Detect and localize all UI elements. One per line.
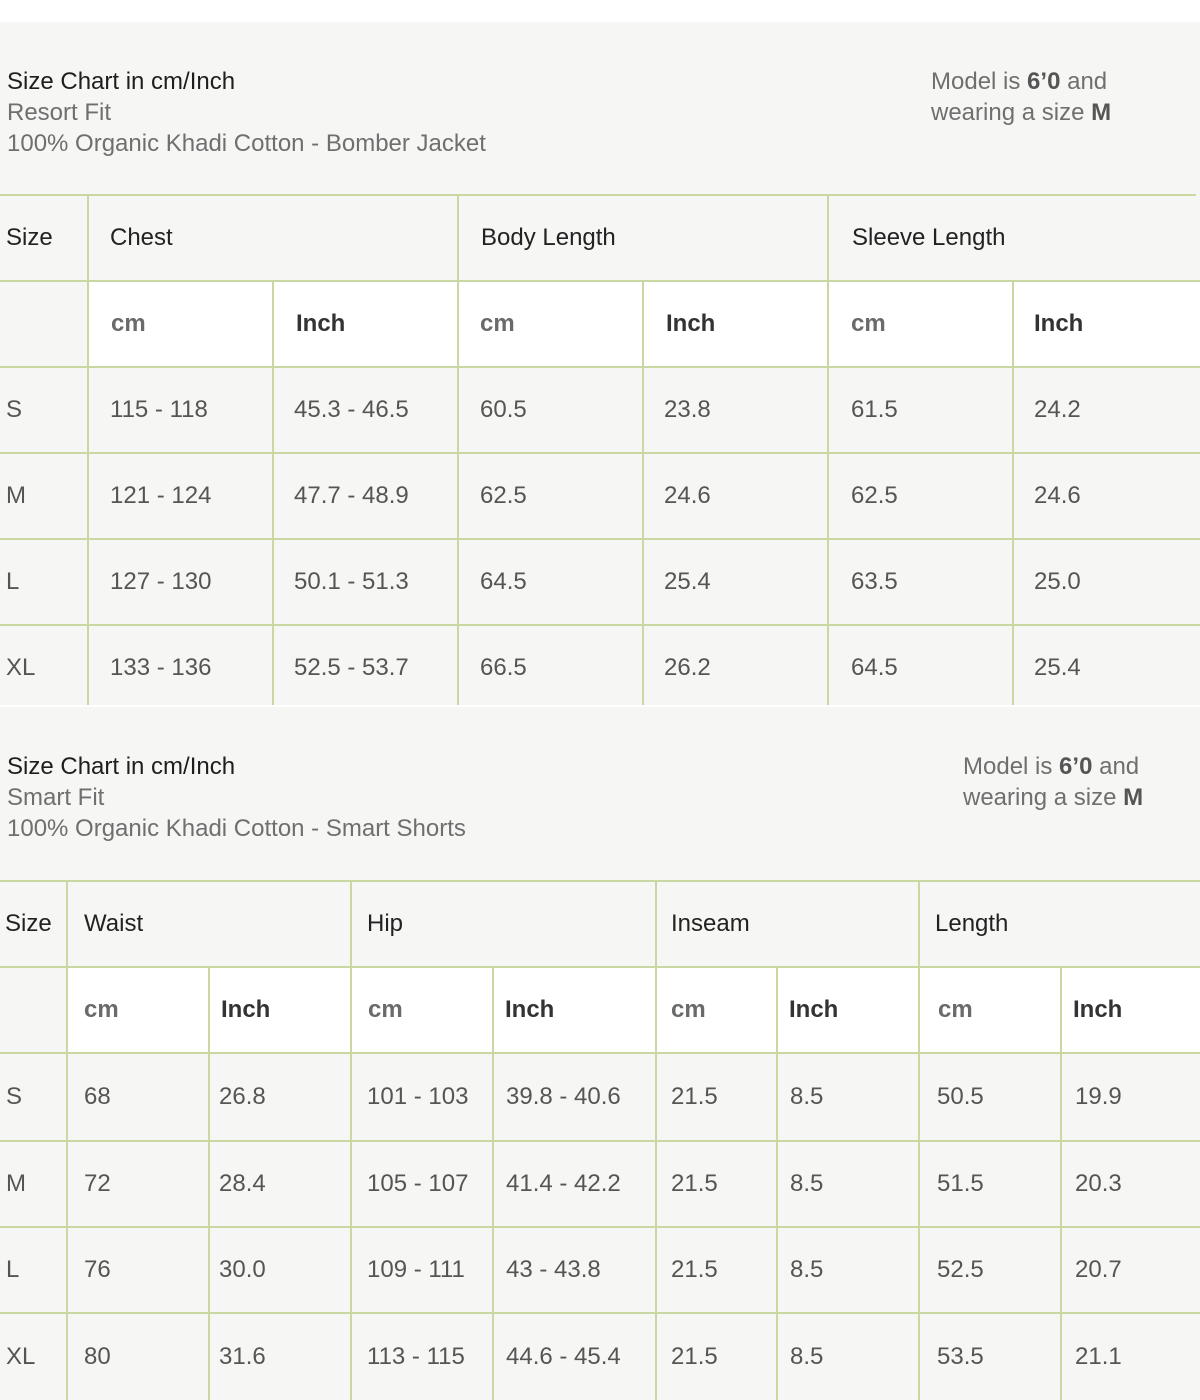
size-label: S: [6, 1083, 23, 1110]
table-cell: 72: [84, 1170, 111, 1197]
unit-label: cm: [480, 310, 515, 337]
table-cell: 52.5: [937, 1256, 984, 1283]
chart-header: [7, 66, 486, 159]
table-cell: 8.5: [790, 1083, 824, 1110]
size-label: M: [6, 1170, 26, 1197]
unit-label: Inch: [505, 996, 555, 1023]
table-cell: 20.7: [1075, 1256, 1122, 1283]
table-cell: 28.4: [219, 1170, 266, 1197]
table-cell: 25.4: [1034, 654, 1081, 681]
table-cell: 62.5: [480, 482, 527, 509]
table-cell: 8.5: [790, 1343, 824, 1370]
table-cell: 41.4 - 42.2: [506, 1170, 621, 1197]
unit-label: cm: [938, 996, 973, 1023]
model-height: 6’0: [1059, 753, 1093, 780]
table-cell: 30.0: [219, 1256, 266, 1283]
group-header-sleeve-length: Sleeve Length: [852, 224, 1006, 251]
model-note-prefix: Model is: [963, 753, 1060, 780]
table-cell: 31.6: [219, 1343, 266, 1370]
group-header-length: Length: [935, 910, 1009, 937]
group-header-inseam: Inseam: [671, 910, 750, 937]
table-divider: [457, 194, 459, 705]
size-label: M: [6, 482, 26, 509]
size-label: S: [6, 396, 23, 423]
table-cell: 20.3: [1075, 1170, 1122, 1197]
size-label: L: [6, 568, 20, 595]
chart-title: Size Chart in cm/Inch: [7, 753, 236, 780]
table-rule: [0, 1226, 1200, 1228]
unit-label: Inch: [1034, 310, 1084, 337]
table-cell: 60.5: [480, 396, 527, 423]
fit-name: Resort Fit: [7, 99, 112, 126]
table-cell: 26.8: [219, 1083, 266, 1110]
table-cell: 51.5: [937, 1170, 984, 1197]
table-divider: [208, 966, 210, 1400]
table-cell: 8.5: [790, 1170, 824, 1197]
table-cell: 113 - 115: [367, 1343, 465, 1370]
table-cell: 21.5: [671, 1256, 718, 1283]
table-cell: 52.5 - 53.7: [294, 654, 409, 681]
model-height: 6’0: [1027, 68, 1061, 95]
group-header-waist: Waist: [84, 910, 144, 937]
table-rule: [0, 1312, 1200, 1314]
table-rule: [0, 366, 1200, 368]
table-cell: 61.5: [851, 396, 898, 423]
unit-label: cm: [851, 310, 886, 337]
table-rule: [0, 624, 1200, 626]
table-rule: [0, 538, 1200, 540]
group-header-body-length: Body Length: [481, 224, 616, 251]
table-cell: 64.5: [480, 568, 527, 595]
model-note-suffix: and: [1092, 753, 1140, 780]
table-divider: [350, 880, 352, 1400]
table-cell: 64.5: [851, 654, 898, 681]
table-cell: 115 - 118: [110, 396, 208, 423]
unit-label: Inch: [666, 310, 716, 337]
table-divider: [87, 194, 89, 705]
table-cell: 21.5: [671, 1170, 718, 1197]
fit-name: Smart Fit: [7, 784, 105, 811]
table-cell: 121 - 124: [110, 482, 212, 509]
unit-label: cm: [368, 996, 403, 1023]
size-label: XL: [6, 1343, 36, 1370]
model-size: M: [1091, 99, 1112, 126]
table-cell: 26.2: [664, 654, 711, 681]
table-cell: 24.6: [664, 482, 711, 509]
table-cell: 105 - 107: [367, 1170, 469, 1197]
table-cell: 43 - 43.8: [506, 1256, 601, 1283]
unit-label: Inch: [221, 996, 271, 1023]
table-cell: 68: [84, 1083, 111, 1110]
table-cell: 63.5: [851, 568, 898, 595]
unit-label: cm: [671, 996, 706, 1023]
table-divider: [655, 880, 657, 1400]
table-divider: [66, 880, 68, 1400]
table-divider: [827, 194, 829, 705]
chart-title: Size Chart in cm/Inch: [7, 68, 236, 95]
unit-label: Inch: [789, 996, 839, 1023]
table-rule: [0, 880, 1200, 882]
table-rule: [0, 280, 1200, 282]
table-divider: [918, 880, 920, 1400]
table-rule: [0, 194, 1196, 196]
table-rule: [0, 1140, 1200, 1142]
table-cell: 21.1: [1075, 1343, 1122, 1370]
table-cell: 80: [84, 1343, 111, 1370]
product-name: 100% Organic Khadi Cotton - Bomber Jacket: [7, 130, 486, 157]
table-cell: 62.5: [851, 482, 898, 509]
table-cell: 47.7 - 48.9: [294, 482, 409, 509]
table-cell: 76: [84, 1256, 111, 1283]
table-cell: 23.8: [664, 396, 711, 423]
size-chart-smart-shorts: [0, 707, 1200, 1400]
model-note: [931, 66, 1111, 128]
table-cell: 109 - 111: [367, 1256, 465, 1283]
table-cell: 39.8 - 40.6: [506, 1083, 621, 1110]
unit-label: cm: [111, 310, 146, 337]
table-cell: 19.9: [1075, 1083, 1122, 1110]
table-divider: [1012, 280, 1014, 705]
model-size-prefix: wearing a size: [931, 99, 1092, 126]
table-cell: 50.5: [937, 1083, 984, 1110]
table-divider: [492, 966, 494, 1400]
product-name: 100% Organic Khadi Cotton - Smart Shorts: [7, 815, 466, 842]
table-cell: 44.6 - 45.4: [506, 1343, 621, 1370]
table-divider: [272, 280, 274, 705]
table-cell: 21.5: [671, 1343, 718, 1370]
size-table: [0, 194, 1200, 705]
table-cell: 21.5: [671, 1083, 718, 1110]
table-rule: [0, 1052, 1200, 1054]
model-note-suffix: and: [1060, 68, 1108, 95]
size-column-header: Size: [6, 224, 53, 251]
model-note: [963, 751, 1143, 813]
group-header-hip: Hip: [367, 910, 404, 937]
size-chart-bomber-jacket: [0, 22, 1200, 705]
table-rule: [0, 452, 1200, 454]
model-size-prefix: wearing a size: [963, 784, 1124, 811]
size-table: [0, 880, 1200, 1400]
size-column-header: Size: [5, 910, 52, 937]
table-cell: 8.5: [790, 1256, 824, 1283]
table-cell: 45.3 - 46.5: [294, 396, 409, 423]
table-cell: 50.1 - 51.3: [294, 568, 409, 595]
chart-header: [7, 751, 466, 844]
size-label: L: [6, 1256, 20, 1283]
unit-label: cm: [84, 996, 119, 1023]
table-cell: 25.0: [1034, 568, 1081, 595]
group-header-chest: Chest: [110, 224, 173, 251]
unit-label: Inch: [296, 310, 346, 337]
table-cell: 24.6: [1034, 482, 1081, 509]
unit-label: Inch: [1073, 996, 1123, 1023]
size-label: XL: [6, 654, 36, 681]
table-divider: [776, 966, 778, 1400]
model-note-prefix: Model is: [931, 68, 1028, 95]
table-cell: 133 - 136: [110, 654, 212, 681]
table-rule: [0, 966, 1200, 968]
table-cell: 25.4: [664, 568, 711, 595]
table-cell: 53.5: [937, 1343, 984, 1370]
table-cell: 101 - 103: [367, 1083, 469, 1110]
table-divider: [642, 280, 644, 705]
table-cell: 24.2: [1034, 396, 1081, 423]
table-cell: 66.5: [480, 654, 527, 681]
table-divider: [1060, 966, 1062, 1400]
table-cell: 127 - 130: [110, 568, 212, 595]
model-size: M: [1123, 784, 1144, 811]
